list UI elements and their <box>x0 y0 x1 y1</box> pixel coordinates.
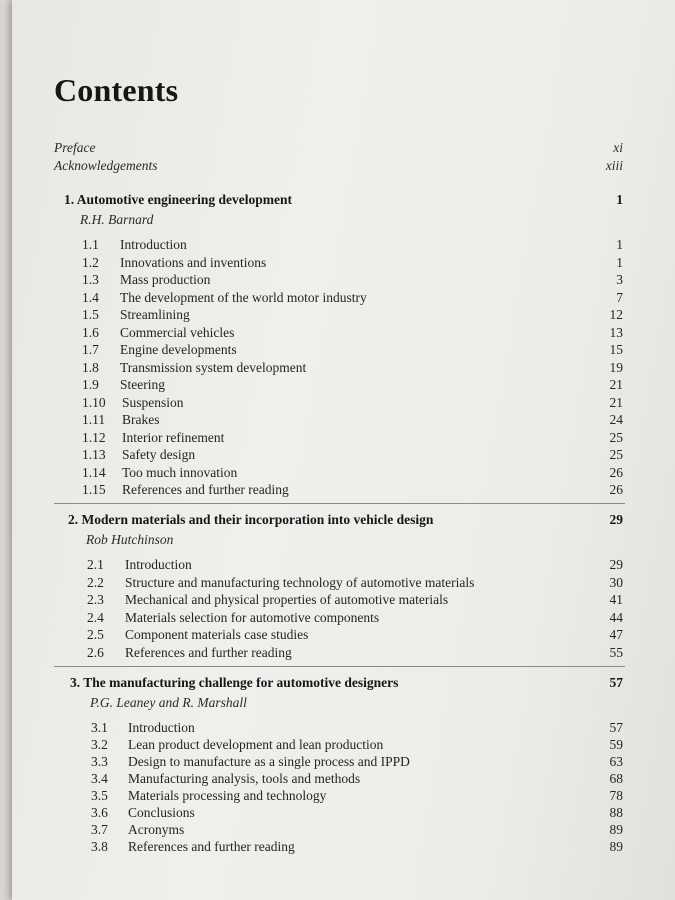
toc-row: 3.4 Manufacturing analysis, tools and methods 68 <box>91 771 623 786</box>
toc-row: 3.5 Materials processing and technology 78 <box>91 788 623 803</box>
toc-row: 1.6 Commercial vehicles 13 <box>82 324 623 340</box>
toc-row: 1.7 Engine developments 15 <box>82 342 623 357</box>
toc-row: 1.11 Brakes 24 <box>82 412 623 427</box>
toc-row: 1.1 Introduction 1 <box>82 237 623 252</box>
chapter-title: 2. Modern materials and their incorporation into vehicle design <box>68 512 434 527</box>
toc-row: 2.4 Materials selection for automotive components 44 <box>87 609 623 625</box>
toc-row: 1.8 Transmission system development 19 <box>82 359 623 375</box>
chapter-title: 3. The manufacturing challenge for automotive designers <box>70 675 399 690</box>
toc-row: 2.1 Introduction 29 <box>87 557 623 572</box>
toc-row: 3.3 Design to manufacture as a single process and IPPD 63 <box>91 754 623 769</box>
chapter-author: P.G. Leaney and R. Marshall <box>90 695 247 710</box>
page-title: Contents <box>54 72 179 108</box>
chapter-heading <box>68 512 623 528</box>
toc-row: 1.12 Interior refinement 25 <box>82 429 623 445</box>
chapter-divider <box>54 503 625 504</box>
chapter-page: 29 <box>609 512 623 527</box>
toc-row: 1.9 Steering 21 <box>82 377 623 392</box>
toc-row: 1.3 Mass production 3 <box>82 272 623 287</box>
toc-row: 2.6 References and further reading 55 <box>87 644 623 660</box>
toc-row: 2.3 Mechanical and physical properties of automotive materials 41 <box>87 592 623 607</box>
chapter-title: 1. Automotive engineering development <box>64 192 292 207</box>
chapter-page: 57 <box>609 675 623 690</box>
chapter-page: 1 <box>616 192 623 207</box>
toc-row: 2.2 Structure and manufacturing technology of automotive materials 30 <box>87 574 623 590</box>
toc-row: 2.5 Component materials case studies 47 <box>87 627 623 642</box>
front-matter-acknowledgements <box>54 158 623 174</box>
front-matter-page: xi <box>613 140 623 155</box>
toc-row: 1.5 Streamlining 12 <box>82 307 623 322</box>
chapter-author: R.H. Barnard <box>80 212 154 227</box>
front-matter-page: xiii <box>605 158 623 173</box>
toc-row: 1.15 References and further reading 26 <box>82 482 623 497</box>
chapter-divider <box>54 666 625 667</box>
front-matter-label: Preface <box>54 140 96 155</box>
toc-row: 1.14 Too much innovation 26 <box>82 464 623 480</box>
chapter-author: Rob Hutchinson <box>86 532 174 547</box>
front-matter-label: Acknowledgements <box>54 158 158 173</box>
toc-row: 3.1 Introduction 57 <box>91 720 623 735</box>
toc-row: 3.2 Lean product development and lean production 59 <box>91 737 623 752</box>
toc-row: 1.2 Innovations and inventions 1 <box>82 254 623 270</box>
front-matter-preface <box>54 140 623 156</box>
chapter-heading <box>70 675 623 691</box>
toc-row: 3.8 References and further reading 89 <box>91 839 623 854</box>
chapter-heading <box>64 192 623 208</box>
book-page <box>12 0 675 900</box>
toc-row: 1.13 Safety design 25 <box>82 447 623 462</box>
toc-row: 3.6 Conclusions 88 <box>91 805 623 820</box>
toc-row: 1.4 The development of the world motor industry 7 <box>82 289 623 305</box>
toc-row: 1.10 Suspension 21 <box>82 394 623 410</box>
toc-row: 3.7 Acronyms 89 <box>91 822 623 837</box>
